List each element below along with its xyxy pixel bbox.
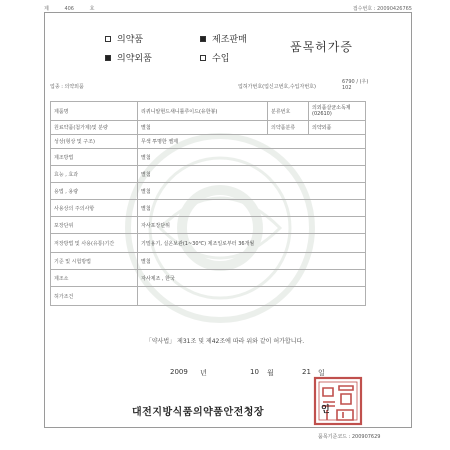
table-row (51, 183, 366, 200)
document-top-bar (44, 5, 412, 12)
table-row (51, 121, 366, 135)
permit-number-line1: 6790 / (우) (342, 79, 369, 85)
doc-number-prefix: 제 (44, 6, 49, 12)
permit-number (342, 79, 368, 91)
statute-statement: 「약사법」 제31조 및 제42조에 따라 위와 같이 허가합니다. (145, 338, 305, 345)
check-row-1 (105, 29, 295, 48)
table-row (51, 102, 366, 121)
permit-number-line2: 102 (342, 85, 352, 91)
row-value: 별첨 (138, 166, 366, 183)
classification-code: (02610) (312, 111, 332, 117)
category-checkboxes (105, 29, 295, 67)
issue-month-unit: 월 (267, 369, 274, 377)
row-value: 별첨 (138, 253, 366, 270)
issue-year-unit: 년 (200, 369, 207, 377)
row-value: 무색 투명한 젤제 (138, 135, 366, 149)
doc-number-suffix: 호 (89, 6, 95, 12)
table-row (51, 149, 366, 166)
table-row (51, 166, 366, 183)
row-label: 제조소 (51, 270, 138, 287)
row-label: 원료약품(첨가제)및 분량 (51, 121, 138, 135)
row-label: 사용상의 주의사항 (51, 200, 138, 217)
issue-day: 21 (302, 368, 311, 376)
product-details-table (50, 101, 366, 306)
row-value (138, 287, 366, 306)
row-label: 저장방법 및 사용(유통)기간 (51, 234, 138, 253)
row-label: 기준 및 시험방법 (51, 253, 138, 270)
document-number (44, 5, 108, 12)
official-seal-stamp (313, 376, 363, 426)
row-value: 별첨 (138, 149, 366, 166)
checkbox-manufacture (200, 36, 206, 42)
table-row (51, 135, 366, 149)
row-value: 자사포장단위 (138, 217, 366, 234)
issue-year: 2009 (170, 368, 188, 376)
row-label: 효능 , 효과 (51, 166, 138, 183)
issue-day-unit: 일 (318, 369, 325, 377)
table-row (51, 270, 366, 287)
table-row (51, 200, 366, 217)
row-label: 성상(형상 및 구조) (51, 135, 138, 149)
row-value-secondary (309, 102, 366, 121)
table-row (51, 253, 366, 270)
row-value: 별첨 (138, 121, 268, 135)
checkbox-import (200, 55, 206, 61)
checkbox-medicine (105, 36, 111, 42)
check-manufacture (200, 32, 295, 45)
row-label-secondary: 분류번호 (268, 102, 309, 121)
check-label-manufacture: 제조판매 (212, 35, 247, 45)
check-label-import: 수입 (212, 54, 230, 64)
row-value: 리퀴니알현드새니틀루이드(유한봉) (138, 102, 268, 121)
check-label-quasi-drug: 의약외품 (117, 54, 152, 64)
check-quasi-drug (105, 51, 200, 64)
check-row-2 (105, 48, 295, 67)
table-row (51, 287, 366, 306)
row-label: 제조방법 (51, 149, 138, 166)
check-medicine (105, 32, 200, 45)
receipt-number: 접수번호 : 20090426765 (352, 6, 412, 12)
table-row (51, 217, 366, 234)
issuing-authority: 대전지방식품의약품안전청장 (132, 407, 265, 418)
row-value: 자사제조 , 한국 (138, 270, 366, 287)
classification-name: 의외품살균소독제 (312, 105, 351, 111)
certificate-title: 품목허가증 (290, 40, 353, 54)
business-type: 업종 : 의약외품 (50, 84, 84, 90)
row-label: 용법 , 용량 (51, 183, 138, 200)
row-label-secondary: 의약품분류 (268, 121, 309, 135)
row-label: 포장단위 (51, 217, 138, 234)
row-label: 제품명 (51, 102, 138, 121)
check-label-medicine: 의약품 (117, 35, 144, 45)
checkbox-quasi-drug (105, 55, 111, 61)
check-import (200, 51, 295, 64)
row-value: 별첨 (138, 200, 366, 217)
row-value: 기밀용기, 실온보관(1~30℃) 제조일로부터 36개월 (138, 234, 366, 253)
row-value: 별첨 (138, 183, 366, 200)
seal-character: 인 (321, 405, 330, 415)
product-standard-code: 품목기준코드 : 200907629 (318, 434, 381, 440)
row-value-secondary: 의약외품 (309, 121, 366, 135)
permit-label: 업허가번호(업신고번호,수입자번호) (238, 84, 316, 90)
table-row (51, 234, 366, 253)
doc-number-value: 406 (64, 6, 74, 12)
row-label: 허가조건 (51, 287, 138, 306)
issue-month: 10 (250, 368, 259, 376)
